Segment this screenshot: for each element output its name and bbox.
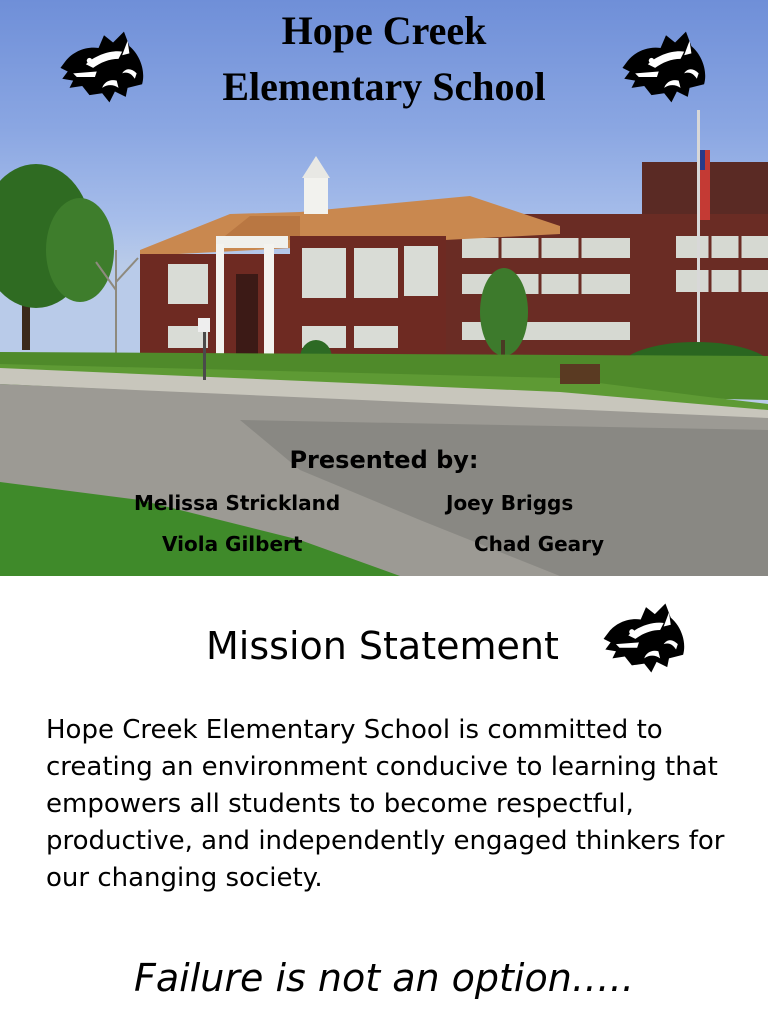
school-title-line1: Hope Creek [281,8,487,53]
presenter-name: Joey Briggs [446,491,574,515]
mission-heading: Mission Statement [206,624,559,668]
presented-by-label: Presented by: [289,446,479,474]
wolf-head-icon [54,28,154,106]
tagline: Failure is not an option….. [134,956,634,1000]
presenter-name: Viola Gilbert [162,532,303,556]
presenter-name: Chad Geary [474,532,605,556]
wolf-head-icon [596,600,696,676]
presenter-name: Melissa Strickland [134,491,341,515]
school-title-line2: Elementary School [222,64,546,109]
mission-slide [0,576,768,1024]
wolf-head-icon [616,28,716,106]
mission-text: Hope Creek Elementary School is committed to creating an environment conducive to learning that empowers all students to become respectful, productive, and independently engaged thinkers for our changing society. [46,715,725,893]
